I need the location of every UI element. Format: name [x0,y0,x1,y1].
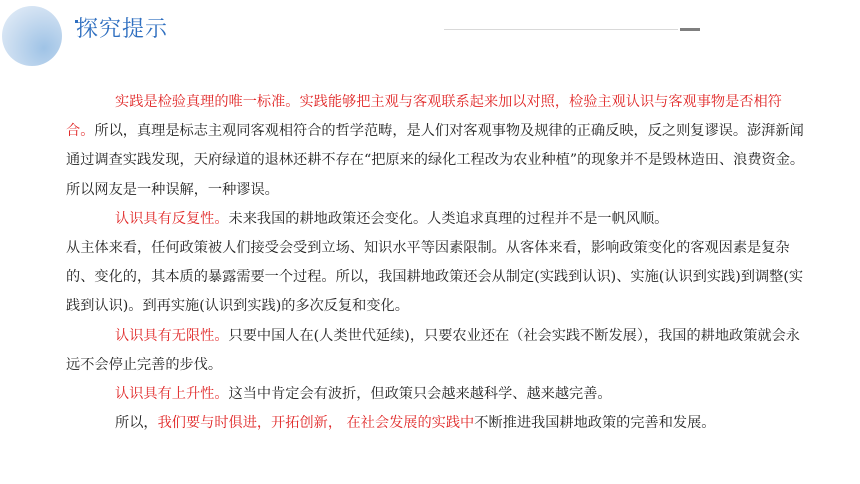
header-dash [680,28,700,31]
emphasis-text: 实践是检验真理的唯一标准。实践能够把主观与客观联系起来加以对照，检验主观认识与客观事物是否相符合。 [66,94,782,140]
paragraph-conclusion [66,409,806,438]
body-text: 只要中国人在(人类世代延续)，只要农业还在（社会实践不断发展），我国的耕地政策就会永远不会停止完善的步伐。 [66,327,800,373]
paragraph-infinity [66,322,806,380]
emphasis-text: 我们要与时俱进，开拓创新， [157,415,343,432]
emphasis-text: 在社会发展的实践中 [346,415,475,432]
body-text: 这当中肯定会有波折，但政策只会越来越科学、越来越完善。 [228,386,612,403]
emphasis-text: 认识具有上升性。 [115,386,229,403]
page-title: 探究提示 [76,17,169,42]
decorative-circle [2,6,62,66]
body-text: 未来我国的耕地政策还会变化。人类追求真理的过程并不是一帆风顺。 [228,210,669,227]
content-body [66,88,806,438]
body-text: 不断推进我国耕地政策的完善和发展。 [474,415,716,432]
paragraph-truth-criterion [66,88,806,205]
paragraph-repetitiveness [66,205,806,234]
body-text: 所以，真理是标志主观同客观相符合的哲学范畴，是人们对客观事物及规律的正确反映，反之则复谬误。澎湃新闻通过调查实践发现，天府绿道的退林还耕不存在“把原来的绿化工程改为农业种植”的现象并不是毁林造田、浪费资金。所以网友是一种误解，一种谬误。 [66,123,805,198]
paragraph-ascending [66,380,806,409]
body-text: 所以， [115,415,158,432]
header-divider-line [444,29,678,30]
paragraph-subject-object: 从主体来看，任何政策被人们接受会受到立场、知识水平等因素限制。从客体来看，影响政策变化的客观因素是复杂的、变化的，其本质的暴露需要一个过程。所以，我国耕地政策还会从制定(实践到认识)、实施(认识到实践)到调整(实践到认识)。到再实施(认识到实践)的多次反复和变化。 [66,240,804,315]
emphasis-text: 认识具有反复性。 [115,210,229,227]
emphasis-text: 认识具有无限性。 [115,327,229,344]
